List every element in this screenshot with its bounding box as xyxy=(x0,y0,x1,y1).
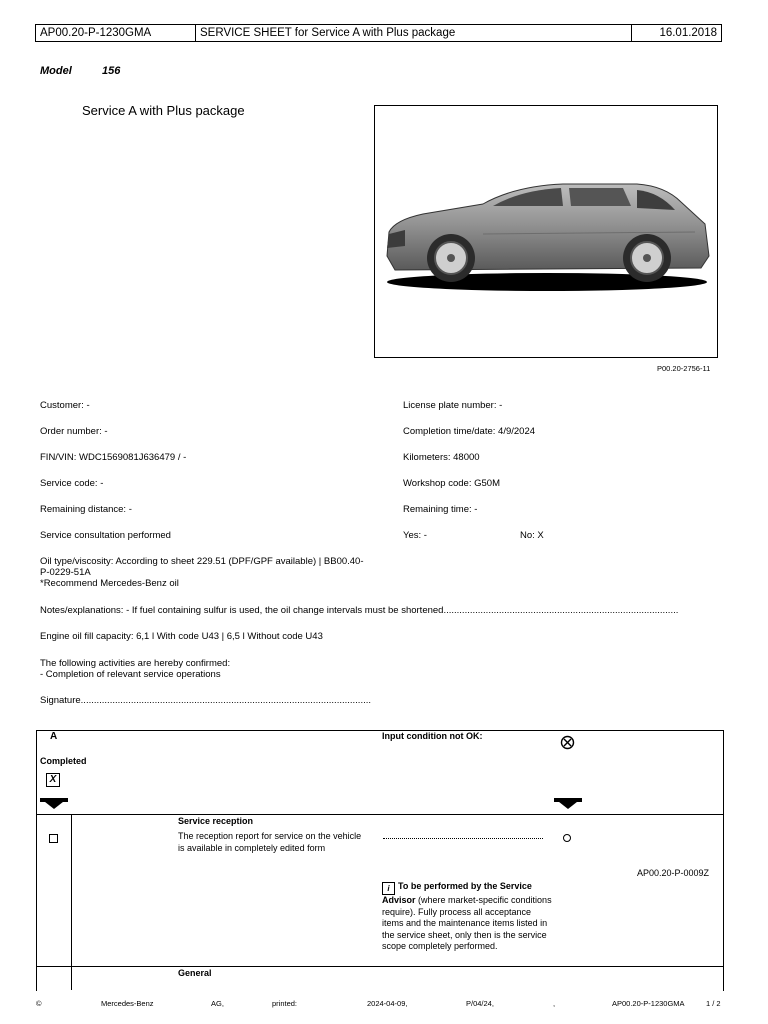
col-a-label: A xyxy=(50,731,58,742)
footer-company: Mercedes-Benz xyxy=(101,999,154,1008)
footer-printed-label: printed: xyxy=(272,999,298,1008)
doc-date: 16.01.2018 xyxy=(659,27,717,39)
footer-page-number: 1 / 2 xyxy=(706,999,721,1008)
confirmation-line-1: The following activities are hereby confirmed: xyxy=(40,658,231,669)
service-advisor-note xyxy=(382,881,554,953)
footer-copyright: © xyxy=(36,999,42,1008)
photo-reference: P00.20-2756-11 xyxy=(657,364,711,373)
field-service-code: Service code: - xyxy=(40,478,104,489)
note-bold: To be performed by the Service Advisor xyxy=(382,881,532,905)
note-rest: (where market-specific conditions require). Fully process all acceptance items and the maintenance items listed in the service sheet, only then is the service scope completely performed. xyxy=(382,895,552,951)
field-completion-date: Completion time/date: 4/9/2024 xyxy=(403,426,536,437)
row-description: The reception report for service on the vehicle is available in completely edited form xyxy=(178,831,362,853)
footer-ag: AG, xyxy=(211,999,224,1008)
model-value: 156 xyxy=(102,65,121,77)
field-yes: Yes: - xyxy=(403,530,427,541)
field-kilometers: Kilometers: 48000 xyxy=(403,452,480,463)
field-license-plate: License plate number: - xyxy=(403,400,503,411)
oil-line-3: *Recommend Mercedes-Benz oil xyxy=(40,578,179,589)
vehicle-photo xyxy=(374,105,718,358)
notes: Notes/explanations: - If fuel containing sulfur is used, the oil change intervals must be shortened......................................................................................... xyxy=(40,605,679,616)
completed-label: Completed xyxy=(40,756,87,766)
field-order-number: Order number: - xyxy=(40,426,108,437)
row-title-service-reception: Service reception xyxy=(178,816,254,826)
row-title-general: General xyxy=(178,968,212,978)
car-illustration xyxy=(375,106,717,357)
table-col-divider xyxy=(71,814,72,990)
footer-page-code: P/04/24, xyxy=(466,999,494,1008)
field-service-consultation: Service consultation performed xyxy=(40,530,171,541)
field-workshop-code: Workshop code: G50M xyxy=(403,478,500,489)
completed-checkbox[interactable] xyxy=(49,834,58,843)
confirmation-block xyxy=(40,658,230,680)
page-title: Service A with Plus package xyxy=(82,103,245,118)
arrow-down-icon xyxy=(554,798,582,810)
info-icon: i xyxy=(382,882,395,895)
footer-comma: , xyxy=(553,999,556,1008)
field-customer: Customer: - xyxy=(40,400,90,411)
field-no: No: X xyxy=(520,530,544,541)
footer-doc-id: AP00.20-P-1230GMA xyxy=(612,999,685,1008)
input-not-ok-label: Input condition not OK: xyxy=(382,731,483,741)
oil-info xyxy=(40,556,364,589)
field-remaining-time: Remaining time: - xyxy=(403,504,478,515)
model-label: Model xyxy=(40,65,72,77)
confirmation-line-2: - Completion of relevant service operations xyxy=(40,669,221,680)
doc-id: AP00.20-P-1230GMA xyxy=(36,25,196,41)
completed-legend-checkbox: X xyxy=(46,773,60,787)
circled-x-icon xyxy=(560,735,575,750)
doc-title: SERVICE SHEET for Service A with Plus package xyxy=(196,25,632,41)
not-ok-radio[interactable] xyxy=(563,834,571,842)
footer-print-date: 2024-04-09, xyxy=(367,999,408,1008)
oil-line-2: P-0229-51A xyxy=(40,567,91,578)
service-table xyxy=(36,730,724,991)
header-bar xyxy=(35,24,722,42)
signature-line: Signature.............................................................................................................. xyxy=(40,695,372,706)
oil-line-1: Oil type/viscosity: According to sheet 229.51 (DPF/GPF available) | BB00.40- xyxy=(40,556,364,567)
engine-oil-capacity: Engine oil fill capacity: 6,1 l With code U43 | 6,5 l Without code U43 xyxy=(40,631,323,642)
field-vin: FIN/VIN: WDC1569081J636479 / - xyxy=(40,452,187,463)
table-divider xyxy=(36,966,723,967)
field-remaining-distance: Remaining distance: - xyxy=(40,504,132,515)
arrow-down-icon xyxy=(40,798,68,810)
table-divider xyxy=(36,814,723,815)
dotted-line xyxy=(383,838,543,839)
row-reference: AP00.20-P-0009Z xyxy=(637,868,710,878)
